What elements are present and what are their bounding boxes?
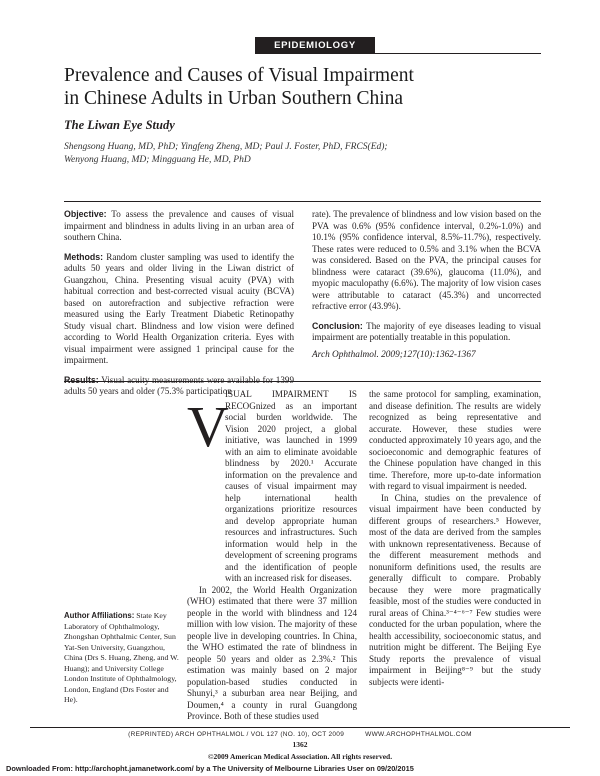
results-text-a: Visual acuity measurements were available for 1399 adults 50 years and older (75.3% participation	[64, 374, 294, 396]
footer-rule	[30, 727, 570, 728]
abstract-top-rule	[64, 201, 541, 202]
citation: Arch Ophthalmol. 2009;127(10):1362-1367	[312, 350, 476, 360]
body-column-1	[187, 389, 357, 723]
body-col2-p1: the same protocol for sampling, examination, and disease definition. The results are widely recognized as being representative and accurate. However, these studies were conducted approximately 10 years ago, and the socioeconomic and demographic features of the Chinese population have changed in this time. Therefore, more up-to-date information with regard to visual impairment is needed.	[369, 389, 541, 491]
title-line-1: Prevalence and Causes of Visual Impairment	[64, 65, 414, 86]
body-col1-p1: ISUAL IMPAIRMENT IS RECOGnized as an important social burden worldwide. The Vision 2020 project, a global initiative, was launched in 1999 with an aim to eliminate avoidable blindness by 2020.¹ Accurate information on the prevalence and causes of visual impairment may help international health organizations prioritize resources and develop appropriate human resources and infrastructures. Such information would help in the development of screening programs and the identification of people with an increased risk for diseases.	[225, 389, 357, 583]
objective-text: To assess the prevalence and causes of visual impairment and blindness in adults living in an urban area of southern China.	[64, 209, 294, 242]
running-footer: (REPRINTED) ARCH OPHTHALMOL / VOL 127 (NO. 10), OCT 2009 WWW.ARCHOPHTHALMOL.COM	[128, 731, 472, 738]
abstract-objective	[64, 209, 294, 244]
results-label: Results:	[64, 374, 99, 385]
authors-line-1: Shengsong Huang, MD, PhD; Yingfeng Zheng, MD; Paul J. Foster, PhD, FRCS(Ed);	[64, 142, 388, 152]
article-subtitle: The Liwan Eye Study	[64, 118, 175, 132]
body-col1-p2: In 2002, the World Health Organization (WHO) estimated that there were 37 million people in the world with blindness and 124 million with low vision. The majority of these people live in developing countries. In China, the WHO estimated the rate of blindness in people 50 years and older as 2.3%.² This estimation was mainly based on 2 major population-based studies conducted in Shunyi,³ a suburban area near Beijing, and Doumen,⁴ a county in rural Guangdong Province. Both of these studies used	[187, 584, 357, 721]
results-text-b: rate). The prevalence of blindness and low vision based on the PVA was 0.6% (95% confidence interval, 0.2%-1.0%) and 10.1% (95% confidence interval, 8.5%-11.7%), respectively. These rates were reduced to 0.5% and 3.1% when the BCVA was considered. Based on the PVA, the principal causes for blindness were cataract (39.6%), glaucoma (11.0%), and myopic maculopathy (6.6%). The majority of low vision cases were attributable to cataract (45.3%) and uncorrected refractive error (43.9%).	[312, 209, 541, 311]
affiliations-text: State Key Laboratory of Ophthalmology, Zhongshan Ophthalmic Center, Sun Yat-Sen University, Guangzhou, China (Drs S. Huang, Zheng, and W. Huang); and University College London Institute of Ophthalmology, London, England (Drs Foster and He).	[64, 611, 179, 704]
section-tag: EPIDEMIOLOGY	[255, 37, 375, 54]
affiliations-label: Author Affiliations:	[64, 611, 135, 620]
abstract-methods	[64, 252, 294, 367]
conclusion-text: The majority of eye diseases leading to visual impairment are potentially treatable in this population.	[312, 320, 542, 342]
methods-label: Methods:	[64, 251, 104, 262]
body-col2-p2: In China, studies on the prevalence of visual impairment have been conducted by different groups of researchers.⁵ However, most of the data are derived from the samples with unknown representativeness. Because of the different measurement methods and nonuniform definitions used, the results are generally difficult to compare. Probably because they were more pragmatically feasible, most of the studies were conducted in rural areas of China.³⁻⁴⁻⁶⁻⁷ Few studies were conducted for the urban population, where the health accessibility, socioeconomic status, and nutrition might be different. The Beijing Eye Study reports the prevalence of visual impairment in Beijing⁸⁻⁹ but the study subjects were identi-	[369, 492, 541, 687]
methods-text: Random cluster sampling was used to identify the adults 50 years and older living in the Liwan district of Guangzhou, China. Presenting visual acuity (PVA) with habitual correction and best-corrected visual acuity (BCVA) based on autorefraction and subjective refraction were measured using the Early Treatment Diabetic Retinopathy Study visual chart. Blindness and low vision were defined according to World Health Organization criteria. Eyes with visual impairment were assigned 1 principal cause for the impairment.	[64, 251, 294, 365]
title-line-2: in Chinese Adults in Urban Southern China	[64, 88, 404, 109]
page-number: 1362	[292, 740, 308, 749]
abstract-right-column	[312, 209, 541, 352]
author-affiliations	[64, 611, 180, 706]
header-rule	[375, 53, 541, 54]
conclusion-label: Conclusion:	[312, 320, 363, 331]
abstract-conclusion	[312, 321, 541, 344]
download-notice: Downloaded From: http://archopht.jamanetwork.com/ by a The University of Melbourne Libraries User on 09/20/2015	[6, 764, 414, 773]
abstract-left-column	[64, 209, 294, 406]
body-column-2	[369, 389, 541, 688]
drop-cap: V	[187, 394, 229, 459]
article-title	[64, 64, 544, 110]
copyright-notice: ©2009 American Medical Association. All rights reserved.	[207, 752, 393, 761]
author-list	[64, 141, 484, 166]
authors-line-2: Wenyong Huang, MD; Mingguang He, MD, PhD	[64, 154, 251, 165]
objective-label: Objective:	[64, 209, 107, 219]
